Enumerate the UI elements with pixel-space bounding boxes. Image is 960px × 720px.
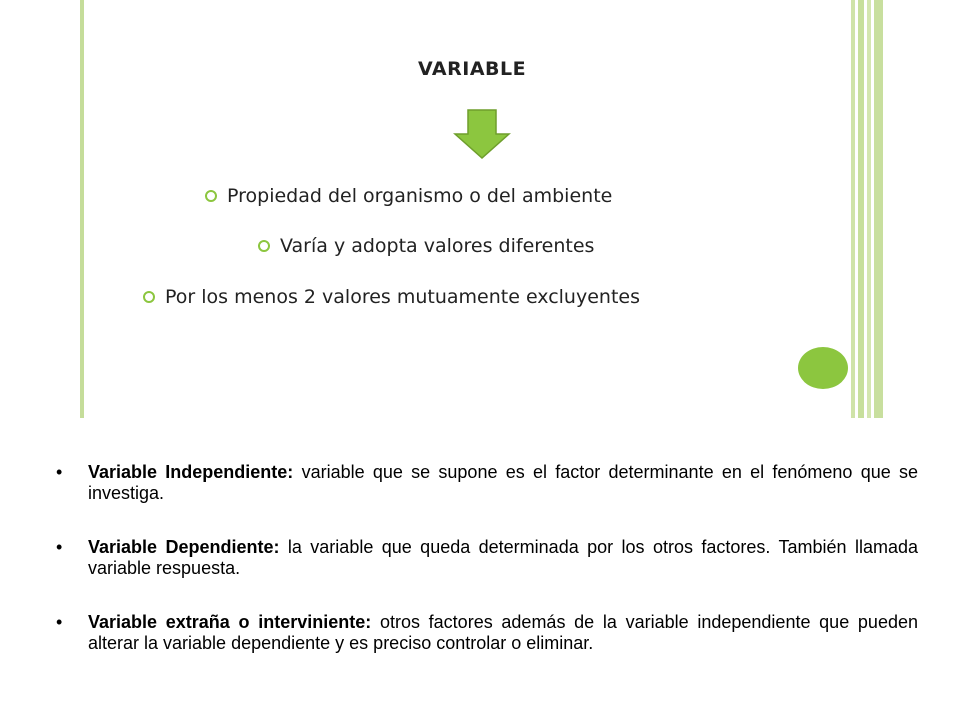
slide-item-text: Varía y adopta valores diferentes xyxy=(280,235,595,257)
ring-bullet-icon xyxy=(205,190,217,202)
definition-item xyxy=(56,537,918,579)
definition-item xyxy=(56,462,918,504)
ring-bullet-icon xyxy=(143,291,155,303)
left-border-stripe xyxy=(80,0,84,418)
ring-bullet-icon xyxy=(258,240,270,252)
definitions-list xyxy=(56,462,918,687)
slide-item-text: Propiedad del organismo o del ambiente xyxy=(227,185,613,207)
slide-item-text: Por los menos 2 valores mutuamente excluyentes xyxy=(165,286,640,308)
right-border-stripe xyxy=(867,0,871,418)
down-arrow-icon xyxy=(453,108,511,160)
right-border-stripe xyxy=(874,0,883,418)
right-border-stripe xyxy=(851,0,855,418)
slide-title: VARIABLE xyxy=(418,58,527,80)
slide-item xyxy=(258,235,594,257)
definition-term: Variable Dependiente: xyxy=(88,537,280,557)
definition-text: otros factores además de la variable independiente que pueden alterar la variable dependiente y es preciso controlar o eliminar. xyxy=(88,612,918,653)
slide-item xyxy=(143,286,640,308)
right-border-stripe xyxy=(858,0,864,418)
definition-term: Variable Independiente: xyxy=(88,462,294,482)
slide-image xyxy=(80,0,886,418)
definition-text: variable que se supone es el factor determinante en el fenómeno que se investiga. xyxy=(88,462,918,503)
definition-text: la variable que queda determinada por los otros factores. También llamada variable respuesta. xyxy=(88,537,918,578)
green-circle-icon xyxy=(798,347,848,389)
slide-item xyxy=(205,185,612,207)
definition-item xyxy=(56,612,918,654)
definition-term: Variable extraña o interviniente: xyxy=(88,612,372,632)
